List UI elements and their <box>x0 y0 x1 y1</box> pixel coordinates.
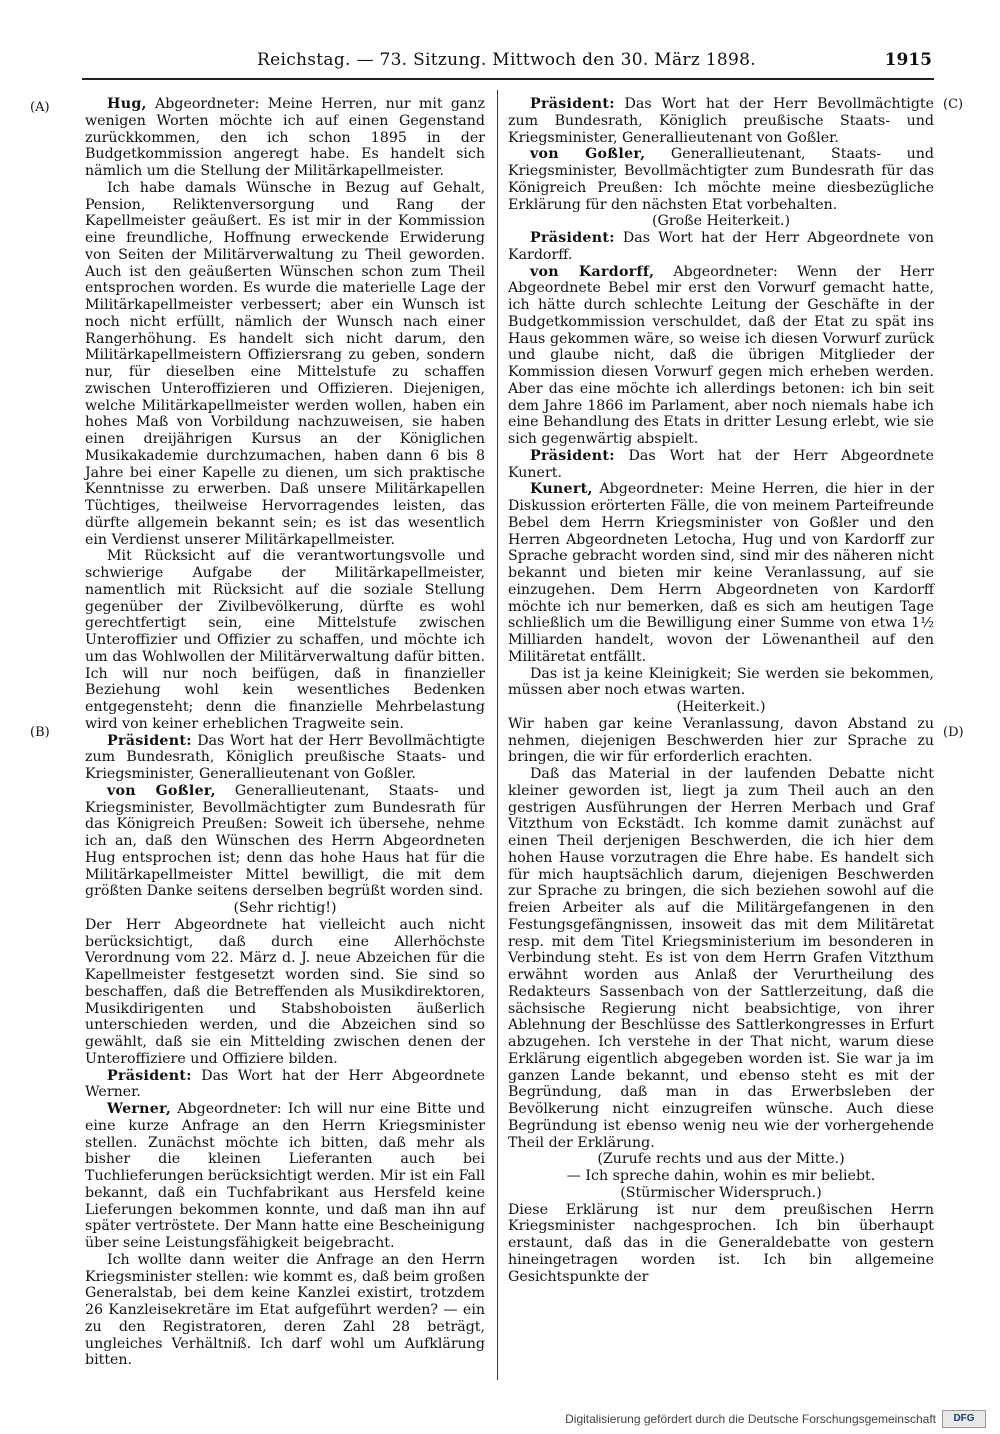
right-column <box>508 96 934 1285</box>
margin-marker-b: (B) <box>30 725 50 740</box>
speaker-name: von Kardorff, <box>530 263 655 280</box>
paragraph-text: Abgeordneter: Ich will nur eine Bitte und eine kurze Anfrage an den Herrn Kriegsminister stellen. Zunächst möchte ich bitten, daß mehr als bisher die kleinen Lieferanten auch bei Tuchlieferungen berücksichtigt werden. Mir ist ein Fall bekannt, daß ein Tuchfabrikant aus Hersfeld keine Lieferungen bekommen konnte, und daß man ihn auf später vertröstete. Der Mann hatte eine Bescheinigung über seine Leistungsfähigkeit beigebracht. <box>85 1101 485 1251</box>
paragraph-text: Das Wort hat der Herr Abgeordnete Werner. <box>85 1067 485 1101</box>
margin-marker-c: (C) <box>943 97 964 112</box>
paragraph-text: Generallieutenant, Staats- und Kriegsminister, Bevollmächtigter zum Bundesrath für das Königreich Preußen: Soweit ich übersehe, nehme ich an, daß den Wünschen des Herrn Abgeordneten Hug entsprochen ist; denn das hohe Haus hat für die Militärkapellmeister Mittel bewilligt, die mit dem größten Danke seitens derselben begrüßt worden sind. <box>85 782 485 900</box>
margin-marker-d: (D) <box>943 725 964 740</box>
page-number: 1915 <box>884 50 932 70</box>
margin-marker-a: (A) <box>30 100 50 115</box>
speaker-name: Hug, <box>107 96 147 112</box>
column-divider <box>497 90 498 1380</box>
paragraph <box>508 766 934 1151</box>
paragraph-text: Mit Rücksicht auf die verantwortungsvolle und schwierige Aufgabe der Militärkapellmeister, namentlich mit Rücksicht auf die soziale Stellung gegenüber der Zivilbevölkerung, dürfte es wohl gerechtfertigt sein, eine Mittelstufe zwischen Unteroffizier und Offizier zu schaffen, und möchte ich um das Wohlwollen der Militärverwaltung dafür bitten. Ich will nur noch beifügen, daß in finanzieller Beziehung wohl kein wesentliches Bedenken entgegensteht; denn die finanzielle Mehrbelastung wird von keiner erheblichen Tragweite sein. <box>85 548 485 732</box>
paragraph-text: Abgeordneter: Wenn der Herr Abgeordnete Bebel mir erst den Vorwurf gemacht hatte, ich hätte durch schlechte Leitung der Geschäfte in der Budgetkommission verschuldet, daß der Etat zu spät ins Haus gekommen wäre, so weise ich diesen Vorwurf zurück und glaube nicht, daß die übrigen Mitglieder der Kommission diesen Vorwurf gegen mich erheben werden. Aber das eine möchte ich allerdings betonen: ich bin seit dem Jahre 1866 im Parlament, aber noch niemals habe ich eine Behandlung des Etats in dritter Lesung erlebt, wie sie sich gegenwärtig abspielt. <box>508 263 934 447</box>
stage-direction: — Ich spreche dahin, wohin es mir beliebt. <box>566 1168 876 1184</box>
paragraph <box>85 548 485 732</box>
paragraph-text: Abgeordneter: Meine Herren, die hier in der Diskussion erörterten Fälle, die von meinem Parteifreunde Bebel dem Herrn Kriegsminister von Goßler und den Herren Abgeordneten Letocha, Hug und von Kardorff zur Sprache gebracht worden sind, sind mir des näheren nicht bekannt und bieten mir keine Veranlassung, auf sie einzugehen. Dem Herrn Abgeordneten von Kardorff möchte ich nur bemerken, daß es sich am heutigen Tage schließlich um die Bewilligung einer Summe von etwa 1½ Milliarden handelt, wovon der Löwenantheil auf den Militäretat entfällt. <box>508 481 934 665</box>
paragraph-text: Das Wort hat der Herr Abgeordnete Kunert. <box>508 447 934 481</box>
paragraph <box>85 96 485 180</box>
paragraph <box>85 1101 485 1252</box>
paragraph <box>508 666 934 700</box>
paragraph: Der Herr Abgeordnete hat vielleicht auch nicht berücksichtigt, daß durch eine Allerhöchste Verordnung vom 22. März d. J. neue Abzeichen für die Kapellmeister festgesetzt worden sind. Sie sind so beschaffen, daß die Betreffenden als Musikdirektoren, Musikdirigenten und Stabshoboisten äußerlich unterschieden werden, und die Abzeichen sind so gewählt, daß sie ein Mittelding zwischen denen der Unteroffiziere und Offiziere bilden. <box>85 916 485 1067</box>
paragraph <box>508 481 934 665</box>
speaker-name: Präsident: <box>530 447 615 464</box>
paragraph <box>85 1252 485 1369</box>
stage-direction: (Große Heiterkeit.) <box>651 213 791 230</box>
header-rule <box>82 78 934 80</box>
speaker-name: Präsident: <box>107 732 192 749</box>
left-column <box>85 96 485 1369</box>
speaker-name: von Goßler, <box>530 146 646 163</box>
paragraph-text: Ich wollte dann weiter die Anfrage an den Herrn Kriegsminister stellen: wie kommt es, daß beim großen Generalstab, bei dem keine Kanzlei existirt, trotzdem 26 Kanzleisekretäre im Etat aufgeführt werden? — ein zu den Registratoren, deren Zahl 28 beträgt, ungleiches Verhältniß. Ich darf wohl um Aufklärung bitten. <box>85 1251 485 1369</box>
paragraph: Wir haben gar keine Veranlassung, davon Abstand zu nehmen, diejenigen Beschwerden hier zur Sprache zu bringen, die wir für erforderlich erachten. <box>508 715 934 766</box>
speaker-name: von Goßler, <box>107 782 216 799</box>
paragraph-text: Abgeordneter: Meine Herren, nur mit ganz wenigen Worten möchte ich auf einen Gegenstand zurückkommen, den ich schon 1895 in der Budgetkommission angeregt habe. Es handelt sich nämlich um die Stellung der Militärkapellmeister. <box>85 96 485 179</box>
paragraph <box>508 448 934 482</box>
stage-direction: (Zurufe rechts und aus der Mitte.) <box>597 1151 845 1168</box>
stage-direction: (Sehr richtig!) <box>233 900 337 916</box>
paragraph <box>85 783 485 900</box>
paragraph-text: Ich habe damals Wünsche in Bezug auf Gehalt, Pension, Reliktenversorgung und Rang der Kapellmeister geäußert. Es ist mir in der Kommission eine freundliche, Hoffnung erweckende Erwiderung von Seiten der Militärverwaltung zu Theil geworden. Auch ist den geäußerten Wünschen schon zum Theil entsprochen worden. Es wurde die materielle Lage der Militärkapellmeister verbessert; aber ein Wunsch ist noch nicht erfüllt, nämlich der Wunsch nach einer Rangerhöhung. Es handelt sich nicht darum, den Militärkapellmeistern Offiziersrang zu geben, sondern nur, für dieselben eine Mittelstufe zu schaffen zwischen Unteroffizieren und Offizieren. Diejenigen, welche Militärkapellmeister werden wollen, haben ein hohes Maß von Vorbildung nachzuweisen, sie haben einen dreijährigen Kursus an der Königlichen Musikakademie durchzumachen, haben dann 6 bis 8 Jahre bei einer Kapelle zu dienen, um sich praktische Kenntnisse zu erwerben. Daß unsere Militärkapellen Tüchtiges, theilweise Hervorragendes leisten, das dürfte allgemein bekannt sein; es ist das wesentlich ein Verdienst unserer Militärkapellmeister. <box>85 179 485 548</box>
paragraph <box>508 146 934 213</box>
stage-direction: (Stürmischer Widerspruch.) <box>620 1184 822 1201</box>
paragraph <box>85 180 485 549</box>
paragraph <box>85 1068 485 1102</box>
speaker-name: Präsident: <box>530 96 615 112</box>
paragraph <box>85 733 485 783</box>
funding-note: Digitalisierung gefördert durch die Deutsche Forschungsgemeinschaft <box>565 1412 936 1426</box>
speaker-name: Werner, <box>107 1101 172 1117</box>
page-header <box>82 50 932 76</box>
dfg-logo: DFG <box>942 1410 986 1428</box>
paragraph-text: Das Wort hat der Herr Bevollmächtigte zum Bundesrath, Königlich preußische Staats- und Kriegsminister, Generallieutenant von Goßler. <box>508 96 934 146</box>
paragraph-text: Generallieutenant, Staats- und Kriegsminister, Bevollmächtigter zum Bundesrath für das Königreich Preußen: Ich möchte meine diesbezügliche Erklärung für den nächsten Etat vorbehalten. <box>508 146 934 213</box>
paragraph <box>508 96 934 146</box>
paragraph-text: Das ist ja keine Kleinigkeit; Sie werden sie bekommen, müssen aber noch etwas warten. <box>508 665 934 699</box>
stage-direction: (Heiterkeit.) <box>676 699 766 715</box>
paragraph <box>508 230 934 264</box>
paragraph: Diese Erklärung ist nur dem preußischen Herrn Kriegsminister nachgesprochen. Ich bin überhaupt erstaunt, daß das in die Generaldebatte von gestern hineingetragen worden ist. Ich bin allgemeine Gesichtspunkte der <box>508 1201 934 1285</box>
header-title: Reichstag. — 73. Sitzung. Mittwoch den 30. März 1898. <box>257 50 756 70</box>
paragraph-text: Daß das Material in der laufenden Debatte nicht kleiner geworden ist, liegt ja zum Theil auch an den gestrigen Ausführungen der Herren Merbach und Graf Vitzthum von Eckstädt. Ich komme damit zunächst auf einen Theil derjenigen Beschwerden, die ich hier dem hohen Hause vorzutragen die Ehre habe. Es handelt sich für mich hauptsächlich darum, diejenigen Beschwerden zur Sprache zu bringen, die sich beziehen sowohl auf die freien Arbeiter als auf die Militärgefangenen in den Festungsgefängnissen, insoweit das mit dem Militäretat resp. mit dem Titel Kriegsministerium im besonderen in Verbindung steht. Es ist von dem Herrn Grafen Vitzthum erwähnt worden aus Anlaß der Verurtheilung des Redakteurs Sassenbach von der Sattlerzeitung, daß die sächsische Regierung nicht beabsichtige, von ihrer Ablehnung der Beschlüsse des Sattlerkongresses in Erfurt abzugehen. Ich verstehe in der That nicht, warum diese Erklärung eigentlich abgegeben worden ist. Sie war ja im ganzen Lande bekannt, und ebenso steht es mit der Begründung, daß man in das Erwerbsleben der Bevölkerung nicht einzugreifen wünsche. Auch diese Begründung ist ebenso wenig neu wie der vorhergehende Theil der Erklärung. <box>508 766 934 1151</box>
paragraph-text: Das Wort hat der Herr Bevollmächtigte zum Bundesrath, Königlich preußische Staats- und Kriegsminister, Generallieutenant von Goßler. <box>85 732 485 782</box>
paragraph-text: Das Wort hat der Herr Abgeordnete von Kardorff. <box>508 230 934 263</box>
paragraph <box>508 264 934 448</box>
speaker-name: Präsident: <box>107 1067 192 1084</box>
speaker-name: Kunert, <box>530 481 593 498</box>
speaker-name: Präsident: <box>530 230 615 246</box>
